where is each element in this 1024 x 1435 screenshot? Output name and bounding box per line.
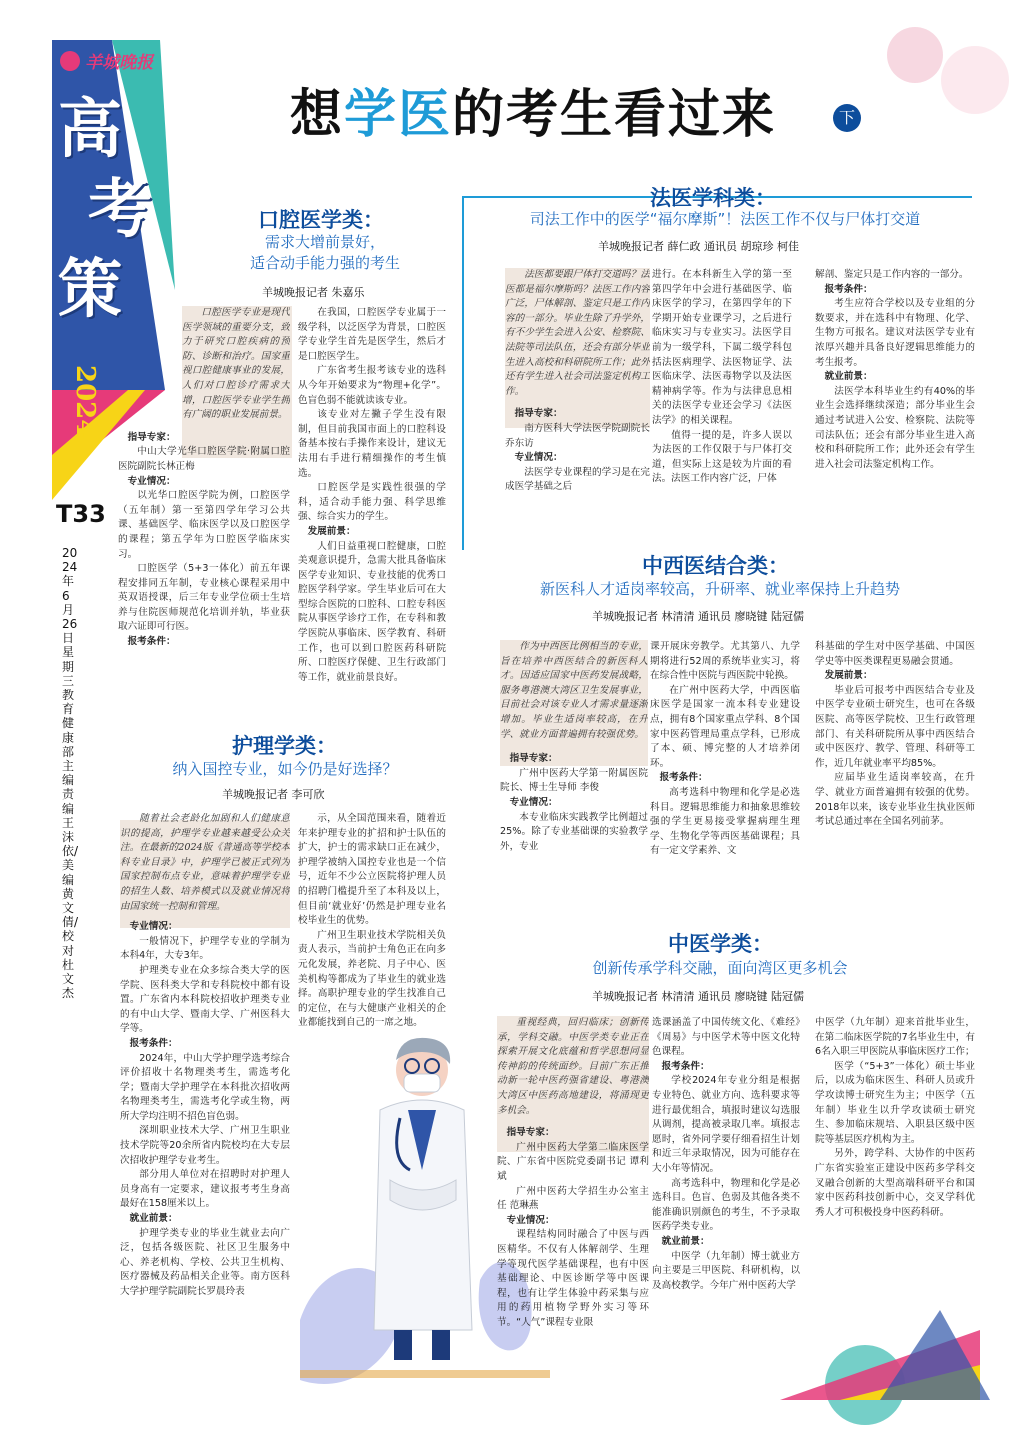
paragraph: 一般情况下，护理学专业的学制为本科4年，大专3年。: [120, 935, 290, 962]
column-title: [58, 90, 168, 330]
paragraph: 高考选科中，物理和化学是必选科目。色盲、色弱及其他各类不能准确识别颜色的考生，不予录取医药学类专业。: [652, 1177, 800, 1233]
article-column: [500, 640, 648, 900]
subhead: 报考条件：: [824, 283, 873, 295]
article-column: [505, 268, 650, 538]
subhead: 报考条件：: [129, 1037, 178, 1049]
article-column: [497, 1016, 649, 1386]
subhead: 就业前景：: [129, 1213, 178, 1225]
paragraph: 科基础的学生对中医学基础、中国医学史等中医类课程更易融会贯通。: [815, 641, 975, 667]
paragraph: 护理类专业在众多综合类大学的医学院、医科类大学和专科院校中都有设置。广东省内本科院校招收护理类专业的有中山大学、暨南大学、广州医科大学等。: [120, 964, 290, 1035]
newspaper-name: 羊城晚报: [85, 53, 154, 73]
subhead: 发展前景：: [307, 525, 356, 537]
subhead: 专业情况：: [129, 921, 178, 933]
section-title-kouqiang: 口腔医学类：: [258, 207, 384, 232]
masthead: [60, 48, 170, 76]
section-subtitle-faxue: 司法工作中的医学“福尔摩斯”！法医工作不仅与尸体打交道: [529, 210, 921, 228]
paragraph: 以光华口腔医学院为例，口腔医学（五年制）第一至第四学年学习公共课、基础医学、临床医学以及口腔医学的课程；第五学年为口腔医学临床实习。: [118, 490, 290, 560]
headline-tag: 下: [833, 104, 861, 132]
section-subtitle-zhongyi: 创新传承学科交融，面向湾区更多机会: [592, 959, 848, 977]
headline-part-1: 想: [290, 84, 345, 145]
article-column: [815, 1016, 975, 1316]
paragraph: 值得一提的是，许多人误以为法医的工作仅限于与尸体打交道，但实际上这是较为片面的看法。法医工作内容广泛，尸体: [652, 429, 792, 485]
article-column: [298, 306, 446, 706]
paragraph: 该专业对左撇子学生没有限制，但目前我国市面上的口腔科设备基本按右手操作来设计，建议无法用右手进行精细操作的考生慎选。: [298, 409, 446, 479]
paragraph: 示，从全国范围来看，随着近年来护理专业的扩招和护士队伍的扩大，护士的需求缺口正在减少，护理学被纳入国控专业也是一个信号，近年不少公立医院将护理人员的招聘门槛提升至了本科及以上，但目前‘就业好’仍然是护理专业名校毕业生的优势。: [298, 813, 446, 927]
paragraph: 毕业后可报考中西医结合专业及中医学专业硕士研究生，也可在各级医院、高等医学院校、卫生行政管理部门、有关科研院所从事中西医结合或中医医疗、教学、管理、科研等工作，近几年就业率平均85%。: [815, 684, 975, 769]
subhead: 就业前景：: [824, 371, 873, 383]
paragraph: 广东省考生报考该专业的选科从今年开始要求为“物理+化学”。色盲色弱不能就读该专业。: [298, 365, 446, 406]
paragraph: 中山大学光华口腔医学院·附属口腔医院副院长林正梅: [118, 446, 290, 472]
byline-kouqiang: 羊城晚报记者 朱嘉乐: [262, 286, 365, 299]
subhead: 指导专家：: [514, 408, 563, 420]
paragraph: 在广州中医药大学，中西医临床医学是国家一流本科专业建设点，拥有8个国家重点学科、8个国家中医药管理局重点学科，已形成了本、硕、博完整的人才培养闭环。: [650, 684, 800, 769]
section-subtitle-kouqiang: [200, 232, 450, 274]
article-column: [120, 812, 290, 1402]
paragraph: 考生应符合学校以及专业组的分数要求，并在选科中有物理、化学、生物方可报名。建议对法医学专业有浓厚兴趣并具备良好逻辑思维能力的考生报考。: [815, 298, 975, 368]
paragraph: 广州中医药大学第二临床医学院、广东省中医院党委副书记 谭利斌: [497, 1141, 649, 1182]
paragraph: 本专业临床实践教学比例超过25%。除了专业基础课的实验教学外，专业: [500, 811, 648, 852]
byline-faxue: 羊城晚报记者 薛仁政 通讯员 胡琼珍 柯佳: [598, 240, 799, 253]
issue-line: 2024年6月26日星期三教育健康部主编责编王沫依/美编黄文倩/校对杜文杰: [62, 546, 79, 1001]
article-column: [652, 1016, 800, 1386]
column-char-2: 考: [88, 172, 152, 247]
subhead: 报考条件：: [659, 772, 708, 784]
paragraph: 另外，跨学科、大协作的中医药广东省实验室正建设中医药多学科交叉融合创新的大型高端科研平台和国家中医药科技创新中心，交叉学科优秀人才可积极投身中医药科研。: [815, 1148, 975, 1218]
paragraph: 中医学（九年制）迎来首批毕业生，在第二临床医学院的7名毕业生中，有6名入职三甲医院从事临床医疗工作；: [815, 1017, 975, 1058]
paragraph: 广州中医药大学第一附属医院院长、博士生导师 李俊: [500, 767, 648, 794]
newspaper-logo-icon: [60, 51, 80, 71]
subhead: 报考条件：: [127, 636, 176, 648]
paragraph: 课程结构同时融合了中医与西医精华。不仅有人体解剖学、生理学等现代医学基础课程，也有中医基础理论、中医诊断学等中医课程，也有让学生体验中药采集与应用的药用植物学野外实习等环节。“人气”课程专业限: [497, 1229, 649, 1328]
section-subtitle-zhongxiyi: 新医科人才适岗率较高，升研率、就业率保持上升趋势: [539, 580, 900, 598]
paragraph: 法医学本科毕业生约有40%的毕业生会选择继续深造；部分毕业生会通过考试进入公安、检察院、法院等司法队伍；还会有部分毕业生进入高校和科研院所工作；此外还会有学生进入社会司法鉴定机构工作。: [815, 385, 975, 470]
headline-part-3: 的考生看过来: [452, 84, 777, 145]
paragraph: 重视经典，回归临床；创新传承，学科交融。中医学类专业正在探索开展文化底蕴和哲学思想同显传神韵的传统面纱。目前广东正推动新一轮中医药强省建设、粤港澳大湾区中医药高地建设，将涌现更多机会。: [497, 1017, 649, 1116]
subhead: 报考条件：: [661, 1060, 710, 1072]
paragraph: 广州卫生职业技术学院相关负责人表示，当前护士角色正在向多元化发展，养老院、月子中心、医美机构等都成为了毕业生的就业选择。高职护理专业的学生找准自己的定位，在与大健康产业相关的企业都能找到自己的一席之地。: [298, 929, 446, 1029]
paragraph: 2024年，中山大学护理学选考综合评价招收十名物理类考生，需选考化学；暨南大学护理学在本科批次招收两名物理类考生，需选考化学或生物，两所大学均注明不招色盲色弱。: [120, 1052, 290, 1122]
subtitle-line: 适合动手能力强的考生: [249, 254, 400, 272]
section-subtitle-huli: 纳入国控专业，如今仍是好选择？: [172, 760, 398, 778]
article-column: [650, 640, 800, 900]
paragraph: 应届毕业生适岗率较高，在升学、就业方面普遍拥有较强的优势。2018年以来，该专业毕业生执业医师考试总通过率在全国名列前茅。: [815, 772, 975, 828]
paragraph: 医学（“5+3”一体化）硕士毕业后，以成为临床医生、科研人员或升学攻读博士研究生为主；中医学（五年制）毕业生以升学攻读硕士研究生、参加临床规培、入职县区级中医院等基层医疗机构为主。: [815, 1060, 975, 1145]
page-number: T33: [56, 500, 106, 528]
paragraph: 口腔医学专业是现代医学领域的重要分支，致力于研究口腔疾病的预防、诊断和治疗。国家重视口腔健康事业的发展，人们对口腔诊疗需求大增，口腔医学专业学生拥有广阔的职业发展前景。: [182, 307, 290, 421]
section-title-zhongyi: 中医学类：: [668, 931, 773, 956]
paragraph: 学校2024年专业分组是根据专业特色、就业方向、选科要求等进行最优组合，填报时建议勾选服从调剂，提高被录取几率。填报志愿时，省外同学要仔细看招生计划和近三年录取情况，因为可能存在大小年等情况。: [652, 1075, 800, 1174]
subhead: 专业情况：: [127, 475, 176, 487]
paragraph: 广州中医药大学招生办公室主任 范琳燕: [497, 1185, 649, 1212]
paragraph: 在我国，口腔医学专业属于一级学科，以泛医学为背景，口腔医学专业学生首先是医学生，然后才是口腔医学生。: [298, 307, 446, 362]
subhead: 指导专家：: [506, 1127, 555, 1139]
paragraph: 护理学类专业的毕业生就业去向广泛，包括各级医院、社区卫生服务中心、养老机构、学校、公共卫生机构、医疗器械及药品相关企业等。南方医科大学护理学院副院长罗晨玲表: [120, 1227, 290, 1297]
paragraph: 部分用人单位对在招聘时对护理人员身高有一定要求，建议报考考生身高最好在158厘米以上。: [120, 1169, 290, 1210]
column-char-1: 高: [58, 92, 122, 167]
subhead: 发展前景：: [824, 670, 873, 682]
subhead: 专业情况：: [514, 452, 563, 464]
section-title-zhongxiyi: 中西医结合类：: [642, 553, 789, 578]
column-char-3: 策: [58, 252, 122, 327]
paragraph: 高考选科中物理和化学是必选科目。逻辑思维能力和抽象思维较强的学生更易接受掌握病理生理学、生物化学等西医基础课程；具有一定文学素养、文: [650, 786, 800, 857]
page-headline: [290, 72, 776, 147]
byline-zhongyi: 羊城晚报记者 林清清 通讯员 廖晓键 陆冠儒: [592, 990, 804, 1003]
section-title-huli: 护理学类：: [232, 733, 337, 758]
article-column: [298, 812, 446, 1062]
paragraph: 作为中西医比例相当的专业，旨在培养中西医结合的新医科人才。因适应国家中医药发展战略，服务粤港澳大湾区卫生发展事业，目前社会对该专业人才需求量逐渐增加。毕业生适岗率较高，在升学、就业方面普遍拥有较强优势。: [500, 641, 648, 740]
paragraph: 进行。在本科新生入学的第一至第四学年中会进行基础医学、临床医学的学习，在第四学年的下学期开始专业课学习，之后进行临床实习与专业实习。法医学目前为一级学科，下属二级学科包括法医病理学、法医物证学、法医临床学、法医毒物学以及法医精神病学等。作为与法律息息相关的法医学专业还会学习《法医法学》的相关课程。: [652, 269, 792, 426]
subhead: 指导专家：: [509, 753, 558, 765]
headline-part-2: 学医: [344, 84, 453, 145]
article-column: [118, 306, 290, 706]
subhead: 专业情况：: [506, 1214, 555, 1226]
frame-line: [462, 196, 464, 550]
paragraph: 解剖、鉴定只是工作内容的一部分。: [815, 269, 969, 280]
paragraph: 口腔医学是实践性很强的学科，适合动手能力强、科学思维强、综合实力的学生。: [298, 482, 446, 523]
paragraph: 中医学（九年制）博士就业方向主要是三甲医院、科研机构，以及高校教学。今年广州中医药大学: [652, 1250, 800, 1291]
paragraph: 随着社会老龄化加剧和人们健康意识的提高，护理学专业越来越受公众关注。在最新的2024版《普通高等学校本科专业目录》中，护理学已被正式列为国家控制布点专业，意味着护理学专业的招生人数、培养模式以及就业情况将由国家统一控制和管理。: [120, 813, 290, 912]
paragraph: 课开展床旁教学。尤其第八、九学期将进行52周的系统毕业实习，将在综合性中医院与西医院中轮换。: [650, 641, 800, 682]
subtitle-line: 需求大增前景好，: [264, 233, 385, 251]
subhead: 指导专家：: [127, 431, 176, 443]
paragraph: 选课涵盖了中国传统文化、《难经》《周易》与中医学术等中医文化特色课程。: [652, 1017, 800, 1058]
article-column: [815, 268, 975, 538]
article-column: [652, 268, 792, 538]
paragraph: 口腔医学（5+3一体化）前五年课程安排同五年制，专业核心课程采用中英双语授课，后三年专业学位硕士生培养与住院医师规范化培训并轨，毕业获取六证即可行医。: [118, 563, 290, 633]
paragraph: 人们日益重视口腔健康，口腔美观意识提升，急需大批具备临床医学专业知识、专业技能的优秀口腔医学科学家。学生毕业后可在大型综合医院的口腔科、口腔专科医院从事医学诊疗工作，在专科和教学医院从事临床、医学教育、科研工作，也可以到口腔医药科研院所、口腔医疗保健、卫生行政部门等工作，就业前景良好。: [298, 540, 446, 683]
byline-zhongxiyi: 羊城晚报记者 林清清 通讯员 廖晓键 陆冠儒: [592, 610, 804, 623]
byline-huli: 羊城晚报记者 李可欣: [222, 788, 325, 801]
section-title-faxue: 法医学科类：: [650, 185, 776, 210]
subhead: 专业情况：: [509, 796, 558, 808]
year-label: 2024: [70, 365, 100, 438]
paragraph: 法医学专业课程的学习是在完成医学基础之后: [505, 466, 650, 493]
subhead: 就业前景：: [661, 1235, 710, 1247]
article-column: [815, 640, 975, 900]
paragraph: 法医都要跟尸体打交道吗？法医都是福尔摩斯吗？法医工作内容广泛，尸体解剖、鉴定只是工作内容的一部分。毕业生除了升学外，有不少学生会进入公安、检察院、法院等司法队伍，还会有部分毕业生进入高校和科研院所工作；此外还有学生进入社会司法鉴定机构工作。: [505, 269, 650, 397]
paragraph: 南方医科大学法医学院副院长 乔东访: [505, 422, 650, 449]
paragraph: 深圳职业技术大学、广州卫生职业技术学院等20余所省内院校均在大专层次招收护理学专业考生。: [120, 1125, 290, 1166]
doctor-illustration: [360, 1030, 490, 1370]
